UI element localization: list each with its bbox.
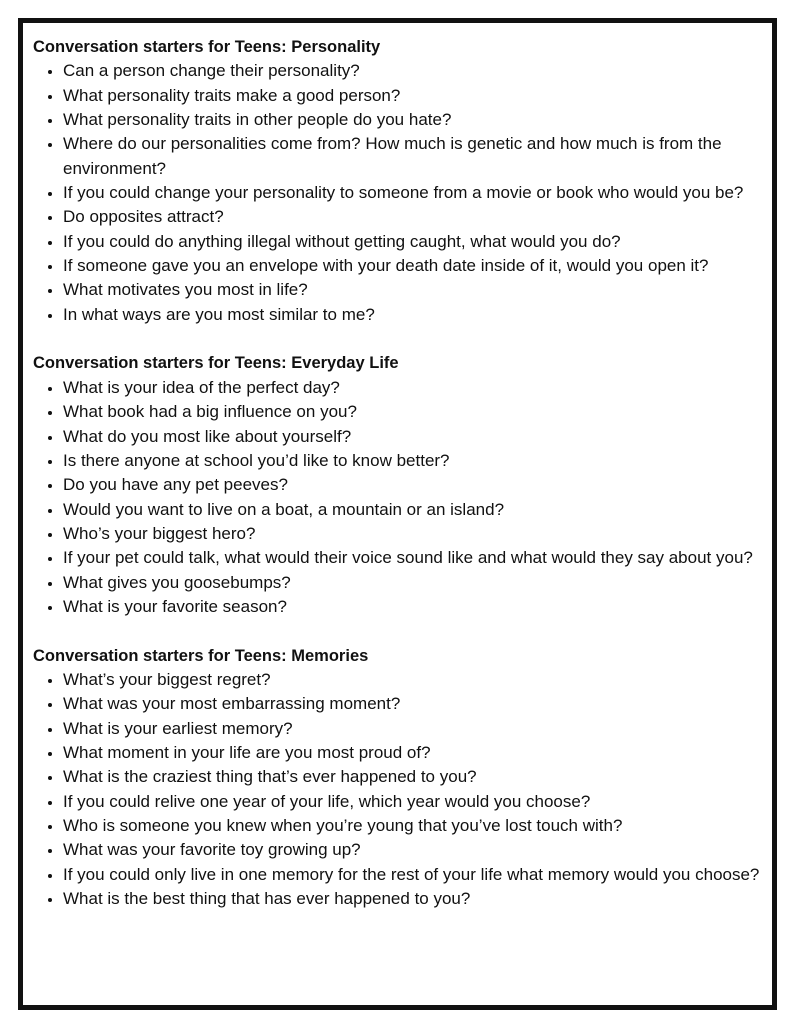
list-item: • What is your earliest memory? [63,717,768,741]
list-item: • What book had a big influence on you? [63,400,768,424]
list-item: • If your pet could talk, what would their voice sound like and what would they say about you? [63,546,768,570]
list-item: • What do you most like about yourself? [63,425,768,449]
list-item: • What motivates you most in life? [63,278,768,302]
question-list [33,59,768,327]
list-item: • In what ways are you most similar to me? [63,303,768,327]
list-item: • Where do our personalities come from? How much is genetic and how much is from the environment? [63,132,768,181]
page-border [18,18,777,1010]
list-item: • What is the best thing that has ever happened to you? [63,887,768,911]
list-item: • Do you have any pet peeves? [63,473,768,497]
list-item: • What is your idea of the perfect day? [63,376,768,400]
list-item: • What’s your biggest regret? [63,668,768,692]
question-list [33,376,768,619]
list-item: • What moment in your life are you most proud of? [63,741,768,765]
list-item: • Is there anyone at school you’d like to know better? [63,449,768,473]
question-list [33,668,768,911]
document-content [33,35,768,911]
section-heading: Conversation starters for Teens: Memories [33,646,369,665]
list-item: • Can a person change their personality? [63,59,768,83]
list-item: • If you could only live in one memory for the rest of your life what memory would you choose? [63,863,768,887]
list-item: • If someone gave you an envelope with your death date inside of it, would you open it? [63,254,768,278]
list-item: • What is your favorite season? [63,595,768,619]
list-item: • If you could change your personality to someone from a movie or book who would you be? [63,181,768,205]
section-heading: Conversation starters for Teens: Everyday Life [33,354,399,373]
section-heading: Conversation starters for Teens: Personality [33,38,381,56]
list-item: • What is the craziest thing that’s ever happened to you? [63,765,768,789]
list-item: • Would you want to live on a boat, a mountain or an island? [63,498,768,522]
list-item: • If you could relive one year of your life, which year would you choose? [63,790,768,814]
list-item: • What was your favorite toy growing up? [63,838,768,862]
list-item: • What personality traits in other people do you hate? [63,108,768,132]
list-item: • What gives you goosebumps? [63,571,768,595]
list-item: • What personality traits make a good person? [63,84,768,108]
list-item: • Who’s your biggest hero? [63,522,768,546]
list-item: • Who is someone you knew when you’re young that you’ve lost touch with? [63,814,768,838]
list-item: • Do opposites attract? [63,205,768,229]
list-item: • If you could do anything illegal without getting caught, what would you do? [63,230,768,254]
list-item: • What was your most embarrassing moment? [63,692,768,716]
